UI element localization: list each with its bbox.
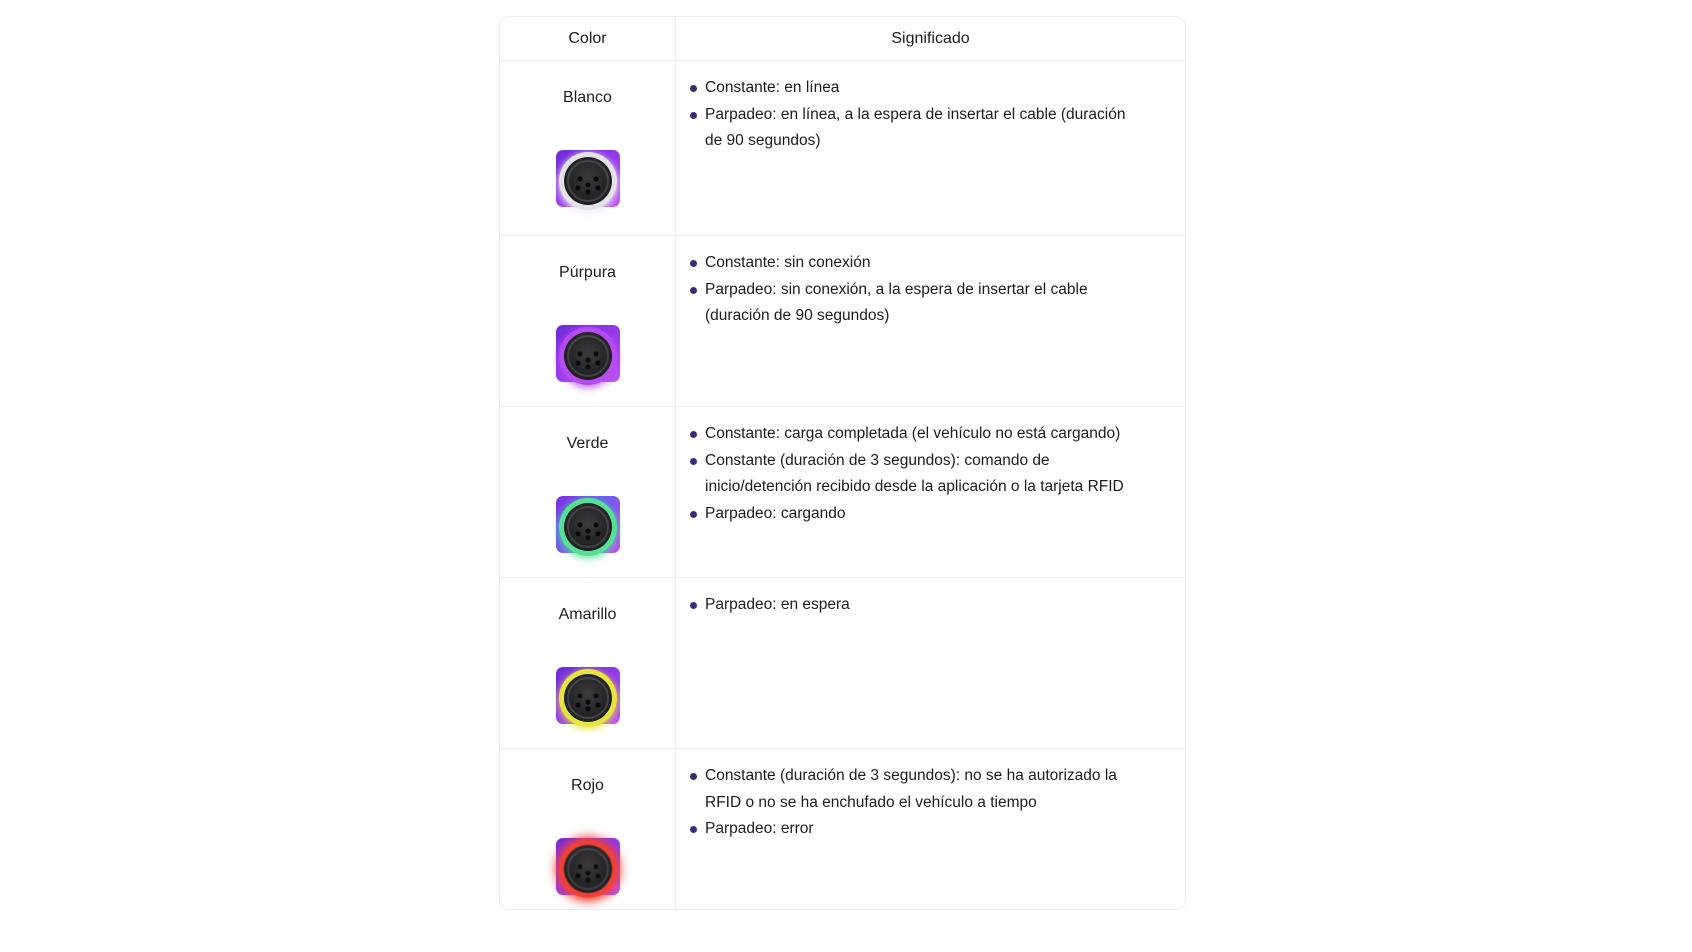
table-header-row	[500, 17, 1185, 60]
list-item: Parpadeo: sin conexión, a la espera de insertar el cable (duración de 90 segundos)	[687, 277, 1161, 330]
led-ring-red	[559, 840, 617, 898]
list-item: Parpadeo: error	[687, 816, 1161, 843]
list-item: Constante: en línea	[687, 75, 1161, 102]
connector-socket	[564, 674, 612, 722]
connector-socket	[564, 332, 612, 380]
bullet-icon	[690, 826, 697, 833]
connector-pin-holes	[585, 528, 590, 533]
connector-pin-holes	[585, 870, 590, 875]
table-row-amarillo	[500, 577, 1185, 748]
list-item: Constante (duración de 3 segundos): comando de inicio/detención recibido desde la aplicación o la tarjeta RFID	[687, 448, 1161, 501]
connector-pin-holes	[585, 357, 590, 362]
list-item: Constante: sin conexión	[687, 250, 1161, 277]
connector-socket	[564, 845, 612, 893]
bullet-icon	[690, 773, 697, 780]
color-label: Púrpura	[559, 264, 616, 281]
led-ring-green	[559, 498, 617, 556]
bullet-icon	[690, 287, 697, 294]
color-label: Verde	[566, 435, 609, 452]
list-item: Constante (duración de 3 segundos): no se ha autorizado la RFID o no se ha enchufado el vehículo a tiempo	[687, 763, 1161, 816]
bullet-icon	[690, 260, 697, 267]
list-item: Parpadeo: cargando	[687, 501, 1161, 528]
color-label: Amarillo	[558, 606, 617, 623]
bullet-icon	[690, 458, 697, 465]
bullet-icon	[690, 431, 697, 438]
column-header-significado: Significado	[891, 29, 970, 47]
bullet-icon	[690, 511, 697, 518]
connector-pin-holes	[585, 182, 590, 187]
table-row-verde	[500, 406, 1185, 577]
ev-connector-image-purple	[556, 325, 620, 382]
led-ring-white	[559, 152, 617, 210]
column-header-color: Color	[568, 29, 607, 47]
list-item: Constante: carga completada (el vehículo no está cargando)	[687, 421, 1161, 448]
led-ring-yellow	[559, 669, 617, 727]
connector-socket	[564, 503, 612, 551]
bullet-icon	[690, 85, 697, 92]
led-ring-purple	[559, 327, 617, 385]
connector-socket	[564, 157, 612, 205]
list-item: Parpadeo: en línea, a la espera de insertar el cable (duración de 90 segundos)	[687, 102, 1161, 155]
ev-connector-image-red	[556, 838, 620, 895]
bullet-icon	[690, 602, 697, 609]
color-label: Rojo	[571, 777, 604, 794]
table-row-blanco	[500, 60, 1185, 235]
led-color-meaning-table	[499, 16, 1186, 910]
ev-connector-image-green	[556, 496, 620, 553]
list-item: Parpadeo: en espera	[687, 592, 1161, 619]
table-row-rojo	[500, 748, 1185, 909]
table-row-purpura	[500, 235, 1185, 406]
connector-pin-holes	[585, 699, 590, 704]
color-label: Blanco	[563, 89, 612, 106]
ev-connector-image-yellow	[556, 667, 620, 724]
bullet-icon	[690, 112, 697, 119]
ev-connector-image-white	[556, 150, 620, 207]
